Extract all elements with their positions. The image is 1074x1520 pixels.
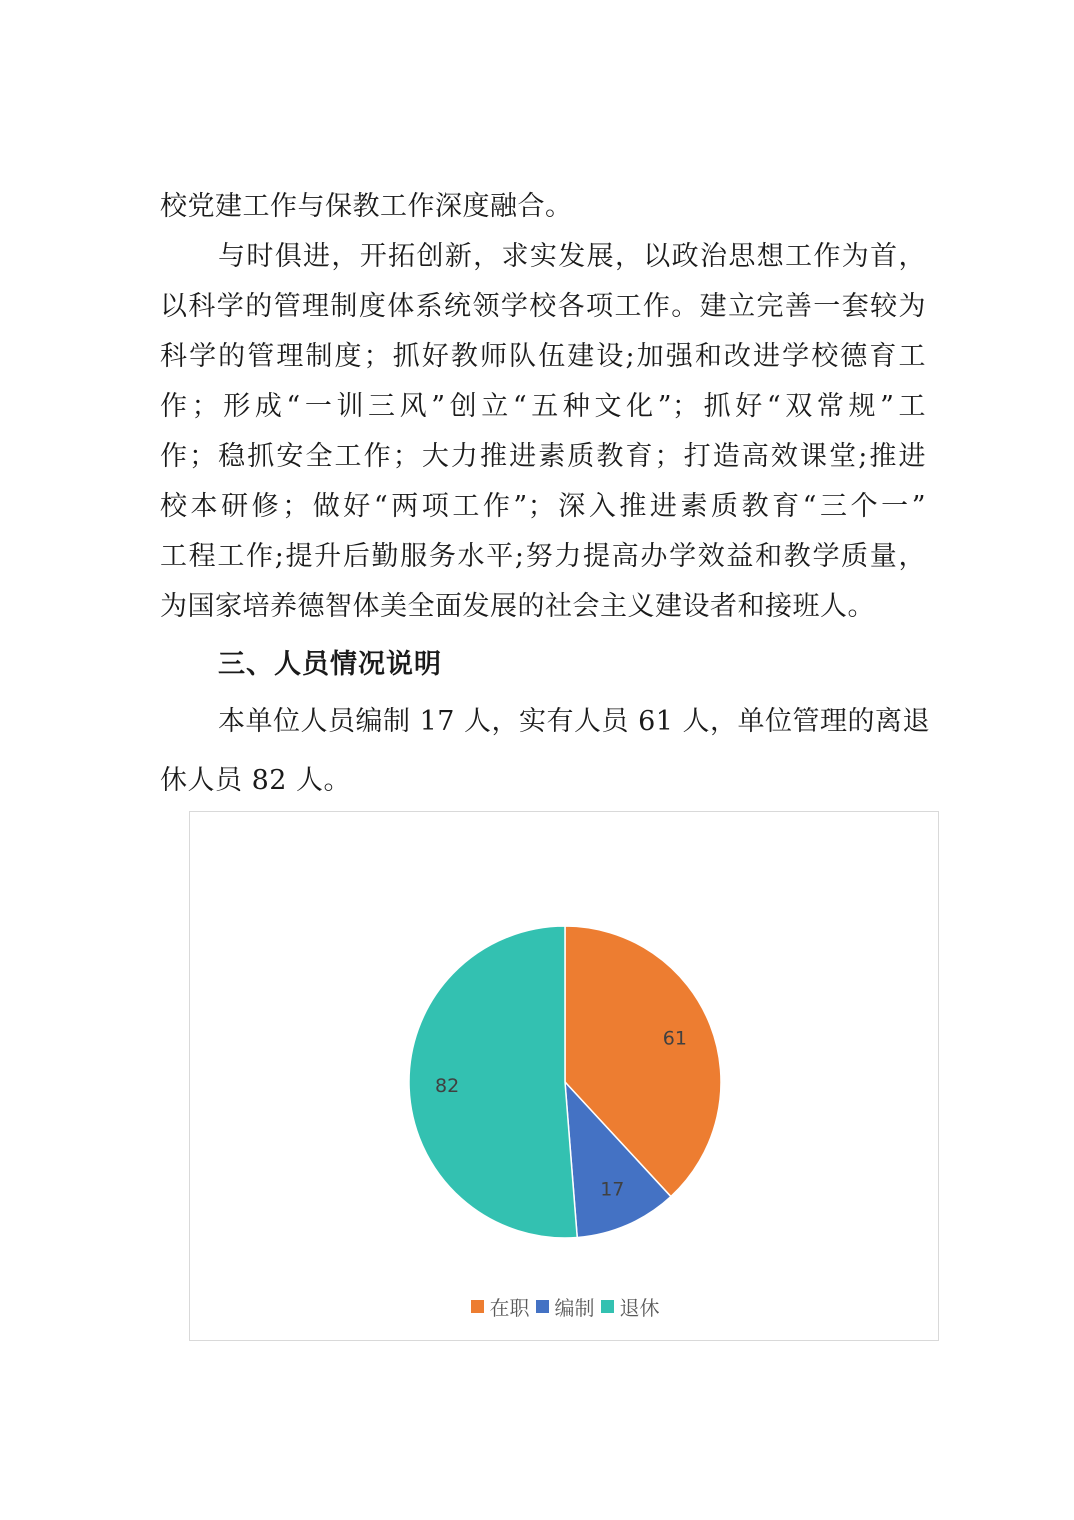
para2-line-8: 为国家培养德智体美全面发展的社会主义建设者和接班人。 [160,591,875,622]
para3-line-1: 本单位人员编制 17 人，实有人员 61 人，单位管理的离退 [218,706,931,737]
para2-line-2: 以科学的管理制度体系统领学校各项工作。建立完善一套较为 [160,291,926,322]
para2-line-6: 校本研修；做好“两项工作”；深入推进素质教育“三个一” [160,491,926,522]
section-heading-3: 三、人员情况说明 [218,649,442,680]
para2-line-1: 与时俱进，开拓创新，求实发展，以政治思想工作为首， [218,241,926,272]
para2-line-4: 作；形成“一训三风”创立“五种文化”；抓好“双常规”工 [160,391,926,422]
chart-legend [190,1292,940,1321]
legend-item-2 [536,1292,595,1321]
legend-swatch-1 [471,1300,484,1313]
pie-chart-canvas [190,812,940,1282]
body-line-1: 校党建工作与保教工作深度融合。 [160,191,573,222]
pie-data-label-3: 82 [434,1075,460,1098]
pie-data-label-1: 61 [662,1027,687,1050]
para2-line-7: 工程工作;提升后勤服务水平;努力提高办学效益和教学质量， [160,541,926,572]
legend-label-3: 退休 [619,1296,660,1320]
para2-line-3: 科学的管理制度；抓好教师队伍建设;加强和改进学校德育工 [160,341,926,372]
para2-line-5: 作；稳抓安全工作；大力推进素质教育；打造高效课堂;推进 [160,441,926,472]
pie-chart [189,811,939,1341]
legend-label-2: 编制 [554,1296,595,1320]
para3-line-2: 休人员 82 人。 [160,765,352,796]
legend-swatch-3 [601,1300,614,1313]
legend-swatch-2 [536,1300,549,1313]
pie-data-label-2: 17 [600,1178,625,1201]
legend-item-1 [471,1292,530,1321]
legend-label-1: 在职 [489,1296,530,1320]
legend-item-3 [601,1292,660,1321]
